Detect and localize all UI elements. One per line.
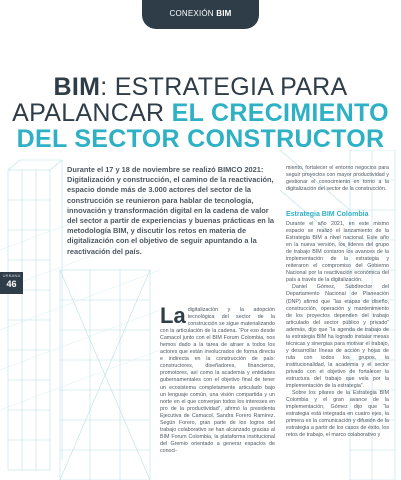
headline-line-2-light: APALANCAR <box>12 99 165 127</box>
subheading: Estrategia BIM Colombia <box>286 211 369 218</box>
edition-label: URBANA <box>2 273 21 278</box>
headline-line-2 <box>0 101 401 126</box>
section-name: BIM <box>216 9 232 18</box>
section-tab <box>142 0 259 29</box>
headline-line-3: DEL SECTOR CONSTRUCTOR <box>16 125 385 153</box>
headline-line-1-rest: : ESTRATEGIA PARA <box>100 73 348 101</box>
article-column-3 <box>286 221 389 439</box>
headline-line-2-accent: EL CRECIMIENTO <box>164 99 389 127</box>
headline-bim: BIM <box>53 73 101 101</box>
lead-paragraph: Durante el 17 y 18 de noviembre se realizó BIMCO 2021: Digitalización y construcción, el camino de la reactivación, espacio donde más de 3.000 actores del sector de la construcción se reunieron para hablar de tecnología, innovación y transformación digital en la cadena de valor del sector a partir de experiencias y buenas prácticas en la metodología BIM, y discutir los retos en materia de digitalización con el objetivo de seguir apuntando a la reactivación del país. <box>67 165 275 256</box>
article-column-2 <box>286 165 389 193</box>
column-2-text: miento, fortalecer el entorno negocios para seguir proyectos con mayor productividad y gestionar el conocimiento en torno a la digitalización del sector de la construcción. <box>286 165 389 193</box>
drop-cap: La <box>160 303 186 328</box>
headline-line-1 <box>0 75 401 100</box>
column-1-text: digitalización y la adopción tecnológica del sector de la construcción se sigue materializando con la articulación de la cadena. “Por eso desde Camacol junto con el BIM Forum Colombia, nos hemos dado a la tarea de atraer a todos los actores que están involucrados de forma directa e indirecta en la construcción de país: constructores, diseñadores, financieros, promotores, así como la academia y entidades gubernamentales con el objetivo final de tener un ecosistema completamente articulado bajo un lenguaje común, una visión compartida y un norte en el que converjan todos los intereses en pro de la productividad”, afirmó la presidenta Ejecutiva de Camacol, Sandra Forero Ramírez. Según Forero, gran parte de los logros del trabajo colaborativo se han alcanzado gracias al BIM Forum Colombia, la plataforma institucional del Gremio orientado a generar espacios de conoci- <box>160 307 275 454</box>
section-prefix: CONEXIÓN <box>169 9 214 18</box>
page-tab <box>0 272 23 294</box>
column-3-paragraph-1: Durante el año 2021, en este mismo espacio se realizó el lanzamiento de la Estrategia BIM a nivel nacional. Este año en la nueva versión, los líderes del grupo de trabajo BIM contaron los avances de la implementación de la estrategia y reiteraron el compromiso del Gobierno Nacional por la reactivación económica del país a través de la digitalización. <box>286 221 389 284</box>
article-column-1 <box>160 303 275 455</box>
column-3-paragraph-3: Sobre los pilares de la Estrategia BIM Colombia y el gran avance de la implementación, Gómez dijo que “la estrategia está integrada en cuatro ejes, la primera es la comunicación y difusión de la estrategia a partir de los casos de éxito, los retos de trabajo, el marco colaborativo y <box>286 390 389 439</box>
column-3-paragraph-2: Daniel Gómez, Subdirector del Departamento Nacional de Planeación (DNP) afirmó que “las etapas de diseño, construcción, operación y mantenimiento de los proyectos dependen del trabajo articulado del sector público y privado” además, dijo que “la agenda de trabajo de la estrategia BIM ha logrado instalar mesas técnicas y sinergias para motivar el trabajo, y desarrollar líneas de acción y hojas de ruta con todos los grupos, la institucionalidad, la academia y el sector privado con el objetivo de fortalecer la estructura del trabajo que vela por la implementación de la estrategia”. <box>286 284 389 390</box>
page-number: 46 <box>6 279 17 289</box>
